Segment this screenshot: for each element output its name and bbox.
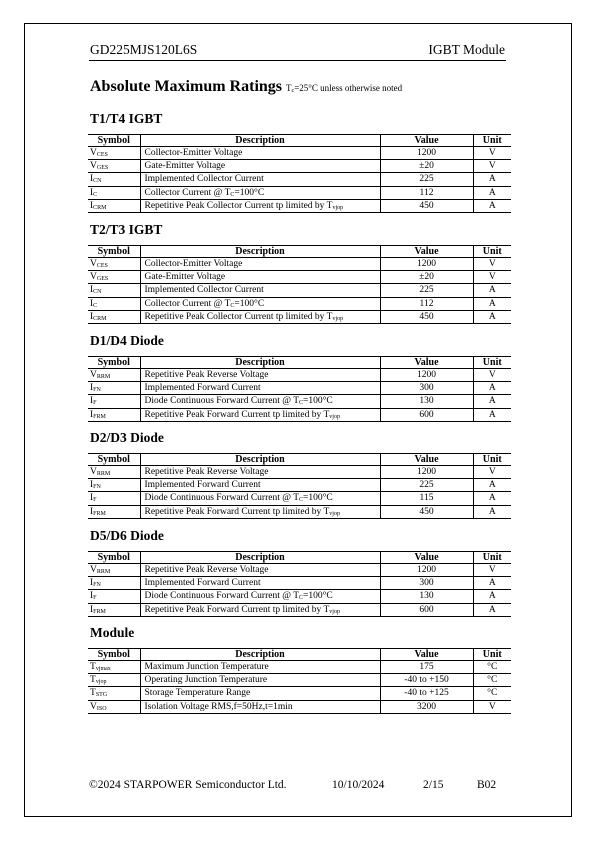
value-cell: 112	[380, 186, 473, 199]
symbol-cell: $I_{CN}$	[88, 173, 140, 186]
description-cell: Implemented Collector Current	[140, 284, 380, 297]
column-header-description: Description	[140, 246, 380, 258]
description-cell: Implemented Forward Current	[140, 382, 380, 395]
value-cell: 1200	[380, 466, 473, 479]
section-title: D5/D6 Diode	[90, 528, 164, 543]
value-cell: 1200	[380, 369, 473, 382]
section-title: Module	[90, 625, 135, 640]
table-header-row	[88, 246, 511, 258]
value-cell: ±20	[380, 271, 473, 284]
symbol-cell: $I_{CRM}$	[88, 199, 140, 212]
description-cell: Implemented Forward Current	[140, 479, 380, 492]
symbol-cell: $V_{ISO}$	[88, 700, 140, 713]
description-cell: Implemented Collector Current	[140, 173, 380, 186]
table-row	[88, 505, 511, 518]
unit-cell: A	[473, 310, 511, 323]
table-row	[88, 310, 511, 323]
table-row	[88, 408, 511, 421]
description-cell: Isolation Voltage RMS,f=50Hz,t=1min	[140, 700, 380, 713]
table-row	[88, 577, 511, 590]
ratings-table	[88, 134, 511, 213]
value-cell: 130	[380, 395, 473, 408]
description-cell: Collector-Emitter Voltage	[140, 258, 380, 271]
symbol-cell: $V_{RRM}$	[88, 564, 140, 577]
column-header-value: Value	[380, 649, 473, 661]
table-row	[88, 395, 511, 408]
table-header-row	[88, 135, 511, 147]
column-header-symbol: Symbol	[88, 454, 140, 466]
table-row	[88, 199, 511, 212]
table-row	[88, 297, 511, 310]
table-row	[88, 186, 511, 199]
table-row	[88, 700, 511, 713]
value-cell: 225	[380, 173, 473, 186]
symbol-cell: $V_{GES}$	[88, 160, 140, 173]
value-cell: 1200	[380, 564, 473, 577]
column-header-unit: Unit	[473, 649, 511, 661]
section-title: T1/T4 IGBT	[90, 111, 163, 126]
description-cell: Repetitive Peak Forward Current tp limited by $T_{vjop}$	[140, 505, 380, 518]
symbol-cell: $V_{RRM}$	[88, 369, 140, 382]
symbol-cell: $T_{STG}$	[88, 687, 140, 700]
value-cell: 225	[380, 284, 473, 297]
unit-cell: A	[473, 186, 511, 199]
value-cell: 112	[380, 297, 473, 310]
symbol-cell: $V_{CES}$	[88, 258, 140, 271]
ratings-table	[88, 551, 511, 617]
symbol-cell: $I_{FN}$	[88, 577, 140, 590]
table-row	[88, 674, 511, 687]
column-header-unit: Unit	[473, 246, 511, 258]
column-header-description: Description	[140, 357, 380, 369]
column-header-unit: Unit	[473, 552, 511, 564]
footer-date: 10/10/2024	[332, 779, 385, 791]
value-cell: 1200	[380, 258, 473, 271]
column-header-value: Value	[380, 552, 473, 564]
unit-cell: A	[473, 297, 511, 310]
table-row	[88, 564, 511, 577]
unit-cell: °C	[473, 687, 511, 700]
unit-cell: A	[473, 395, 511, 408]
description-cell: Operating Junction Temperature	[140, 674, 380, 687]
symbol-cell: $T_{vjop}$	[88, 674, 140, 687]
description-cell: Gate-Emitter Voltage	[140, 160, 380, 173]
ratings-table	[88, 356, 511, 422]
symbol-cell: $I_F$	[88, 395, 140, 408]
table-header-row	[88, 454, 511, 466]
table-row	[88, 590, 511, 603]
unit-cell: A	[473, 577, 511, 590]
column-header-symbol: Symbol	[88, 357, 140, 369]
unit-cell: A	[473, 492, 511, 505]
description-cell: Implemented Forward Current	[140, 577, 380, 590]
value-cell: 225	[380, 479, 473, 492]
symbol-cell: $I_F$	[88, 590, 140, 603]
description-cell: Repetitive Peak Reverse Voltage	[140, 466, 380, 479]
column-header-unit: Unit	[473, 135, 511, 147]
value-cell: 600	[380, 408, 473, 421]
table-row	[88, 173, 511, 186]
table-row	[88, 479, 511, 492]
table-row	[88, 382, 511, 395]
column-header-description: Description	[140, 135, 380, 147]
description-cell: Repetitive Peak Collector Current tp limited by $T_{vjop}$	[140, 310, 380, 323]
value-cell: 115	[380, 492, 473, 505]
ratings-table	[88, 453, 511, 519]
unit-cell: A	[473, 479, 511, 492]
ratings-table	[88, 648, 511, 714]
symbol-cell: $I_{CN}$	[88, 284, 140, 297]
description-cell: Maximum Junction Temperature	[140, 661, 380, 674]
ratings-title: Absolute Maximum Ratings	[90, 78, 283, 95]
value-cell: 450	[380, 310, 473, 323]
column-header-unit: Unit	[473, 454, 511, 466]
table-row	[88, 687, 511, 700]
symbol-cell: $I_C$	[88, 186, 140, 199]
value-cell: 600	[380, 603, 473, 616]
column-header-symbol: Symbol	[88, 135, 140, 147]
value-cell: ±20	[380, 160, 473, 173]
description-cell: Collector-Emitter Voltage	[140, 147, 380, 160]
table-row	[88, 258, 511, 271]
table-header-row	[88, 552, 511, 564]
column-header-unit: Unit	[473, 357, 511, 369]
unit-cell: A	[473, 382, 511, 395]
unit-cell: A	[473, 199, 511, 212]
symbol-cell: $V_{GES}$	[88, 271, 140, 284]
table-row	[88, 147, 511, 160]
column-header-value: Value	[380, 357, 473, 369]
section-title: T2/T3 IGBT	[90, 222, 163, 237]
unit-cell: A	[473, 505, 511, 518]
value-cell: 130	[380, 590, 473, 603]
section-heading	[90, 78, 402, 96]
symbol-cell: $I_C$	[88, 297, 140, 310]
column-header-symbol: Symbol	[88, 552, 140, 564]
symbol-cell: $I_F$	[88, 492, 140, 505]
column-header-description: Description	[140, 454, 380, 466]
unit-cell: A	[473, 590, 511, 603]
description-cell: Repetitive Peak Forward Current tp limited by $T_{vjop}$	[140, 603, 380, 616]
value-cell: 450	[380, 199, 473, 212]
value-cell: 450	[380, 505, 473, 518]
unit-cell: A	[473, 408, 511, 421]
symbol-cell: $V_{CES}$	[88, 147, 140, 160]
unit-cell: A	[473, 603, 511, 616]
symbol-cell: $V_{RRM}$	[88, 466, 140, 479]
column-header-value: Value	[380, 135, 473, 147]
description-cell: Repetitive Peak Forward Current tp limited by $T_{vjop}$	[140, 408, 380, 421]
unit-cell: V	[473, 147, 511, 160]
column-header-value: Value	[380, 454, 473, 466]
description-cell: Diode Continuous Forward Current @ $T_C=100^\circ C$	[140, 395, 380, 408]
page-header	[89, 42, 506, 61]
description-cell: Gate-Emitter Voltage	[140, 271, 380, 284]
table-header-row	[88, 357, 511, 369]
description-cell: Collector Current @ $T_C=100^\circ C$	[140, 186, 380, 199]
description-cell: Storage Temperature Range	[140, 687, 380, 700]
unit-cell: V	[473, 258, 511, 271]
footer-page-number: 2/15	[423, 779, 444, 791]
column-header-symbol: Symbol	[88, 649, 140, 661]
symbol-cell: $I_{FN}$	[88, 382, 140, 395]
ratings-note: $T_c=25^\circ C$ unless otherwise noted	[286, 83, 403, 94]
unit-cell: V	[473, 564, 511, 577]
column-header-value: Value	[380, 246, 473, 258]
section-title: D2/D3 Diode	[90, 430, 164, 445]
unit-cell: °C	[473, 661, 511, 674]
description-cell: Diode Continuous Forward Current @ $T_C=100^\circ C$	[140, 590, 380, 603]
unit-cell: V	[473, 369, 511, 382]
unit-cell: V	[473, 271, 511, 284]
table-row	[88, 369, 511, 382]
value-cell: 300	[380, 382, 473, 395]
unit-cell: V	[473, 466, 511, 479]
unit-cell: A	[473, 284, 511, 297]
unit-cell: V	[473, 160, 511, 173]
column-header-description: Description	[140, 552, 380, 564]
value-cell: 300	[380, 577, 473, 590]
description-cell: Repetitive Peak Reverse Voltage	[140, 369, 380, 382]
symbol-cell: $I_{FN}$	[88, 479, 140, 492]
description-cell: Repetitive Peak Collector Current tp limited by $T_{vjop}$	[140, 199, 380, 212]
symbol-cell: $I_{FRM}$	[88, 505, 140, 518]
table-row	[88, 661, 511, 674]
part-number: GD225MJS120L6S	[90, 42, 198, 57]
description-cell: Diode Continuous Forward Current @ $T_C=100^\circ C$	[140, 492, 380, 505]
table-row	[88, 284, 511, 297]
table-row	[88, 603, 511, 616]
description-cell: Repetitive Peak Reverse Voltage	[140, 564, 380, 577]
description-cell: Collector Current @ $T_C=100^\circ C$	[140, 297, 380, 310]
unit-cell: A	[473, 173, 511, 186]
symbol-cell: $I_{CRM}$	[88, 310, 140, 323]
value-cell: -40 to +150	[380, 674, 473, 687]
table-header-row	[88, 649, 511, 661]
module-type: IGBT Module	[428, 42, 505, 57]
footer-revision: B02	[477, 779, 497, 791]
symbol-cell: $T_{vjmax}$	[88, 661, 140, 674]
symbol-cell: $I_{FRM}$	[88, 603, 140, 616]
table-row	[88, 466, 511, 479]
value-cell: 1200	[380, 147, 473, 160]
column-header-symbol: Symbol	[88, 246, 140, 258]
unit-cell: V	[473, 700, 511, 713]
unit-cell: °C	[473, 674, 511, 687]
value-cell: -40 to +125	[380, 687, 473, 700]
column-header-description: Description	[140, 649, 380, 661]
table-row	[88, 492, 511, 505]
table-row	[88, 160, 511, 173]
footer-copyright: ©2024 STARPOWER Semiconductor Ltd.	[89, 779, 287, 791]
section-title: D1/D4 Diode	[90, 333, 164, 348]
table-row	[88, 271, 511, 284]
value-cell: 3200	[380, 700, 473, 713]
ratings-table	[88, 245, 511, 324]
value-cell: 175	[380, 661, 473, 674]
symbol-cell: $I_{FRM}$	[88, 408, 140, 421]
